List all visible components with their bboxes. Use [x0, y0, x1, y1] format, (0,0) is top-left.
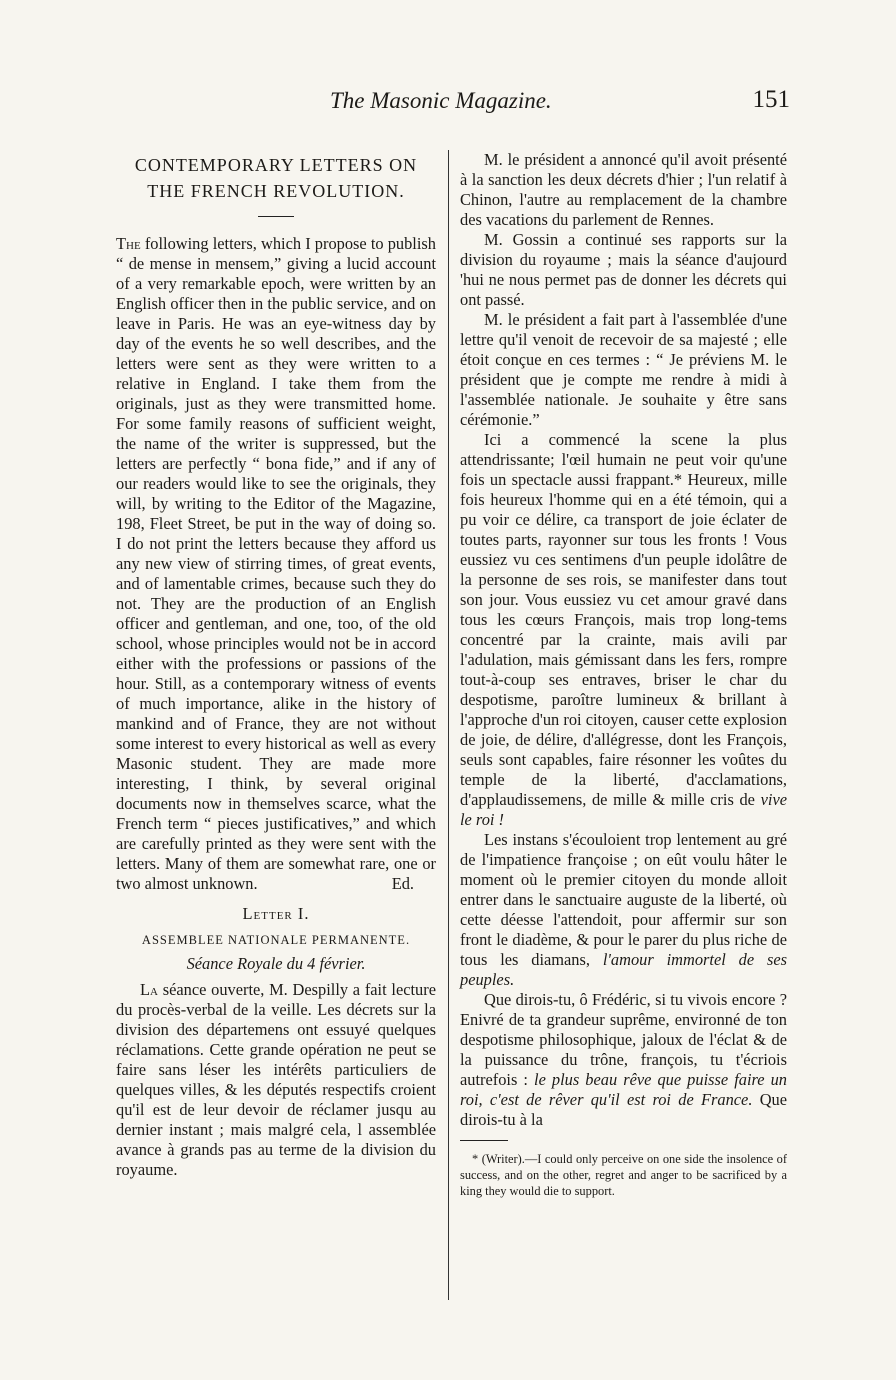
- plus-beau-reve: le plus beau rêve que puisse faire un roi, c'est de rêver qu'il est roi de France.: [460, 1070, 788, 1109]
- magazine-title: The Masonic Magazine.: [330, 88, 552, 113]
- page-number: 151: [752, 86, 790, 113]
- paragraph-impatience-text: Les instans s'écouloient trop lentement au gré de l'impatience françoise ; on eût voulu hâter le moment où le premier citoyen du monde alloit entrer dans le sanctuaire auguste de la liberté, où cette déesse l'attendoit, pour affermir sur son front le diadème, & pour le parer du plus riche de tous les diamans,: [460, 830, 787, 969]
- assembly-heading: ASSEMBLEE NATIONALE PERMANENTE.: [141, 933, 411, 947]
- article-title-line-1: CONTEMPORARY LETTERS ON: [134, 155, 418, 175]
- running-head: [330, 86, 790, 126]
- paragraph-frederic: [460, 990, 787, 1130]
- letter-text: séance ouverte, M. Despilly a fait lecture du procès-verbal de la veille. Les décrets sur la division des départemens ont essuyé quelques réclamations. Cette grande opération ne peut se faire sans léser les intérêts particuliers de quelques villes, & les députés respectifs croient qu'il est de leur devoir de réclamer jusqu au dernier instant ; mais malgré cela, l assemblée avance à grands pas au terme de la division du royaume.: [116, 980, 436, 1179]
- letter-paragraph: [116, 980, 436, 1180]
- intro-drop-word: The: [116, 234, 141, 253]
- footnote-divider: [460, 1140, 508, 1141]
- intro-text: following letters, which I propose to publish “ de mense in mensem,” giving a lucid account of a very remarkable epoch, were written by an English officer then in the public service, and on leave in Paris. He was an eye-witness day by day of the events he so well describes, and the letters were sent as they were written to a relative in England. I take them from the originals, just as they were transmitted home. For some family reasons of sufficient weight, the name of the writer is suppressed, but the letters are perfectly “ bona fide,” and if any of our readers would like to see the originals, they will, by writing to the Editor of the Magazine, 198, Fleet Street, be put in the way of doing so. I do not print the letters because they afford us any new view of stirring times, of great events, and of lamentable crimes, because such they do not. They are the production of an English officer and gentleman, and one, too, of the old school, whose principles would not be in accord either with the professions or passions of the hour. Still, as a contemporary witness of events of much importance, alike in the history of mankind and of France, they are not without some interest to every historical as well as every Masonic student. They are made more interesting, I think, by several original documents now in themselves scarce, what the French term “ pieces justificatives,” and which are carefully printed as they were sent with the letters. Many of them are somewhat rare, one or two almost unknown.: [116, 234, 436, 893]
- paragraph-president-announcement: M. le président a annoncé qu'il avoit présenté à la sanction les deux décrets d'hier ; l'un relatif à Chinon, l'autre au remplacement de la chambre des vacations du parlement de Rennes.: [460, 150, 787, 229]
- vive-le-roi: vive le roi !: [460, 790, 787, 829]
- paragraph-frederic-end: Que dirois-tu à la: [460, 1090, 787, 1129]
- article-title: [116, 152, 436, 204]
- paragraph-impatience: [460, 830, 787, 990]
- intro-paragraph: [116, 234, 436, 894]
- amour-immortel: l'amour immortel de ses peuples.: [460, 950, 788, 989]
- left-column: [116, 150, 436, 1180]
- editor-signoff: Ed.: [391, 874, 414, 893]
- paragraph-king-arrival: [460, 430, 787, 830]
- letter-heading: Letter I.: [242, 904, 310, 923]
- paragraph-frederic-text: Que dirois-tu, ô Frédéric, si tu vivois encore ? Enivré de ta grandeur suprême, environné de ton despotisme philosophique, jaloux de l'éclat & de la puissance du trône, françois, tu t'écriois autrefois :: [460, 990, 787, 1089]
- footnote: * (Writer).—I could only perceive on one side the insolence of success, and on the other, regret and anger to be sacrificed by a king they would die to support.: [460, 1152, 787, 1198]
- right-column: [460, 150, 787, 1199]
- column-divider: [448, 150, 449, 1300]
- paragraph-king-arrival-text: Ici a commencé la scene la plus attendrissante; l'œil humain ne peut voir qu'une fois un spectacle aussi frappant.* Heureux, mille fois heureux l'homme qui en a été témoin, qui a pu voir ce délire, ca transport de joie éclater de toutes parts, rayonner sur tous les fronts ! Vous eussiez vu ces sentimens d'un peuple idolâtre de la personne de ses rois, se manifester dans tout son jour. Vous eussiez vu cet amour gravé dans tous les cœurs François, mais trop long-tems concentré par la crainte, mais avili par l'adulation, mais gémissant dans les fers, rompre tout-à-coup ses entraves, briser le char du despotisme, paroître lumineux & brillant à l'approche d'un roi citoyen, causer cette explosion de joie, de délire, d'allégresse, dont les François, seuls sont capables, faire résonner les voûtes du temple de la liberté, d'acclamations, d'applaudissemens, de mille & mille cris de: [460, 430, 787, 809]
- letter-drop-word: La: [140, 980, 158, 999]
- seance-heading: Séance Royale du 4 février.: [186, 954, 366, 973]
- article-title-line-2: THE FRENCH REVOLUTION.: [147, 181, 405, 201]
- paragraph-gossin-report: M. Gossin a continué ses rapports sur la division du royaume ; mais la séance d'aujourd 'hui ne nous permet pas de donner les décrets qui ont passé.: [460, 230, 787, 309]
- paragraph-king-letter: M. le président a fait part à l'assemblée d'une lettre qu'il venoit de recevoir de sa majesté ; elle étoit conçue en ces termes : “ Je préviens M. le président que je compte me rendre à midi à l'assemblée nationale. Je souhaite y être sans cérémonie.”: [460, 310, 787, 429]
- title-divider: [258, 216, 294, 217]
